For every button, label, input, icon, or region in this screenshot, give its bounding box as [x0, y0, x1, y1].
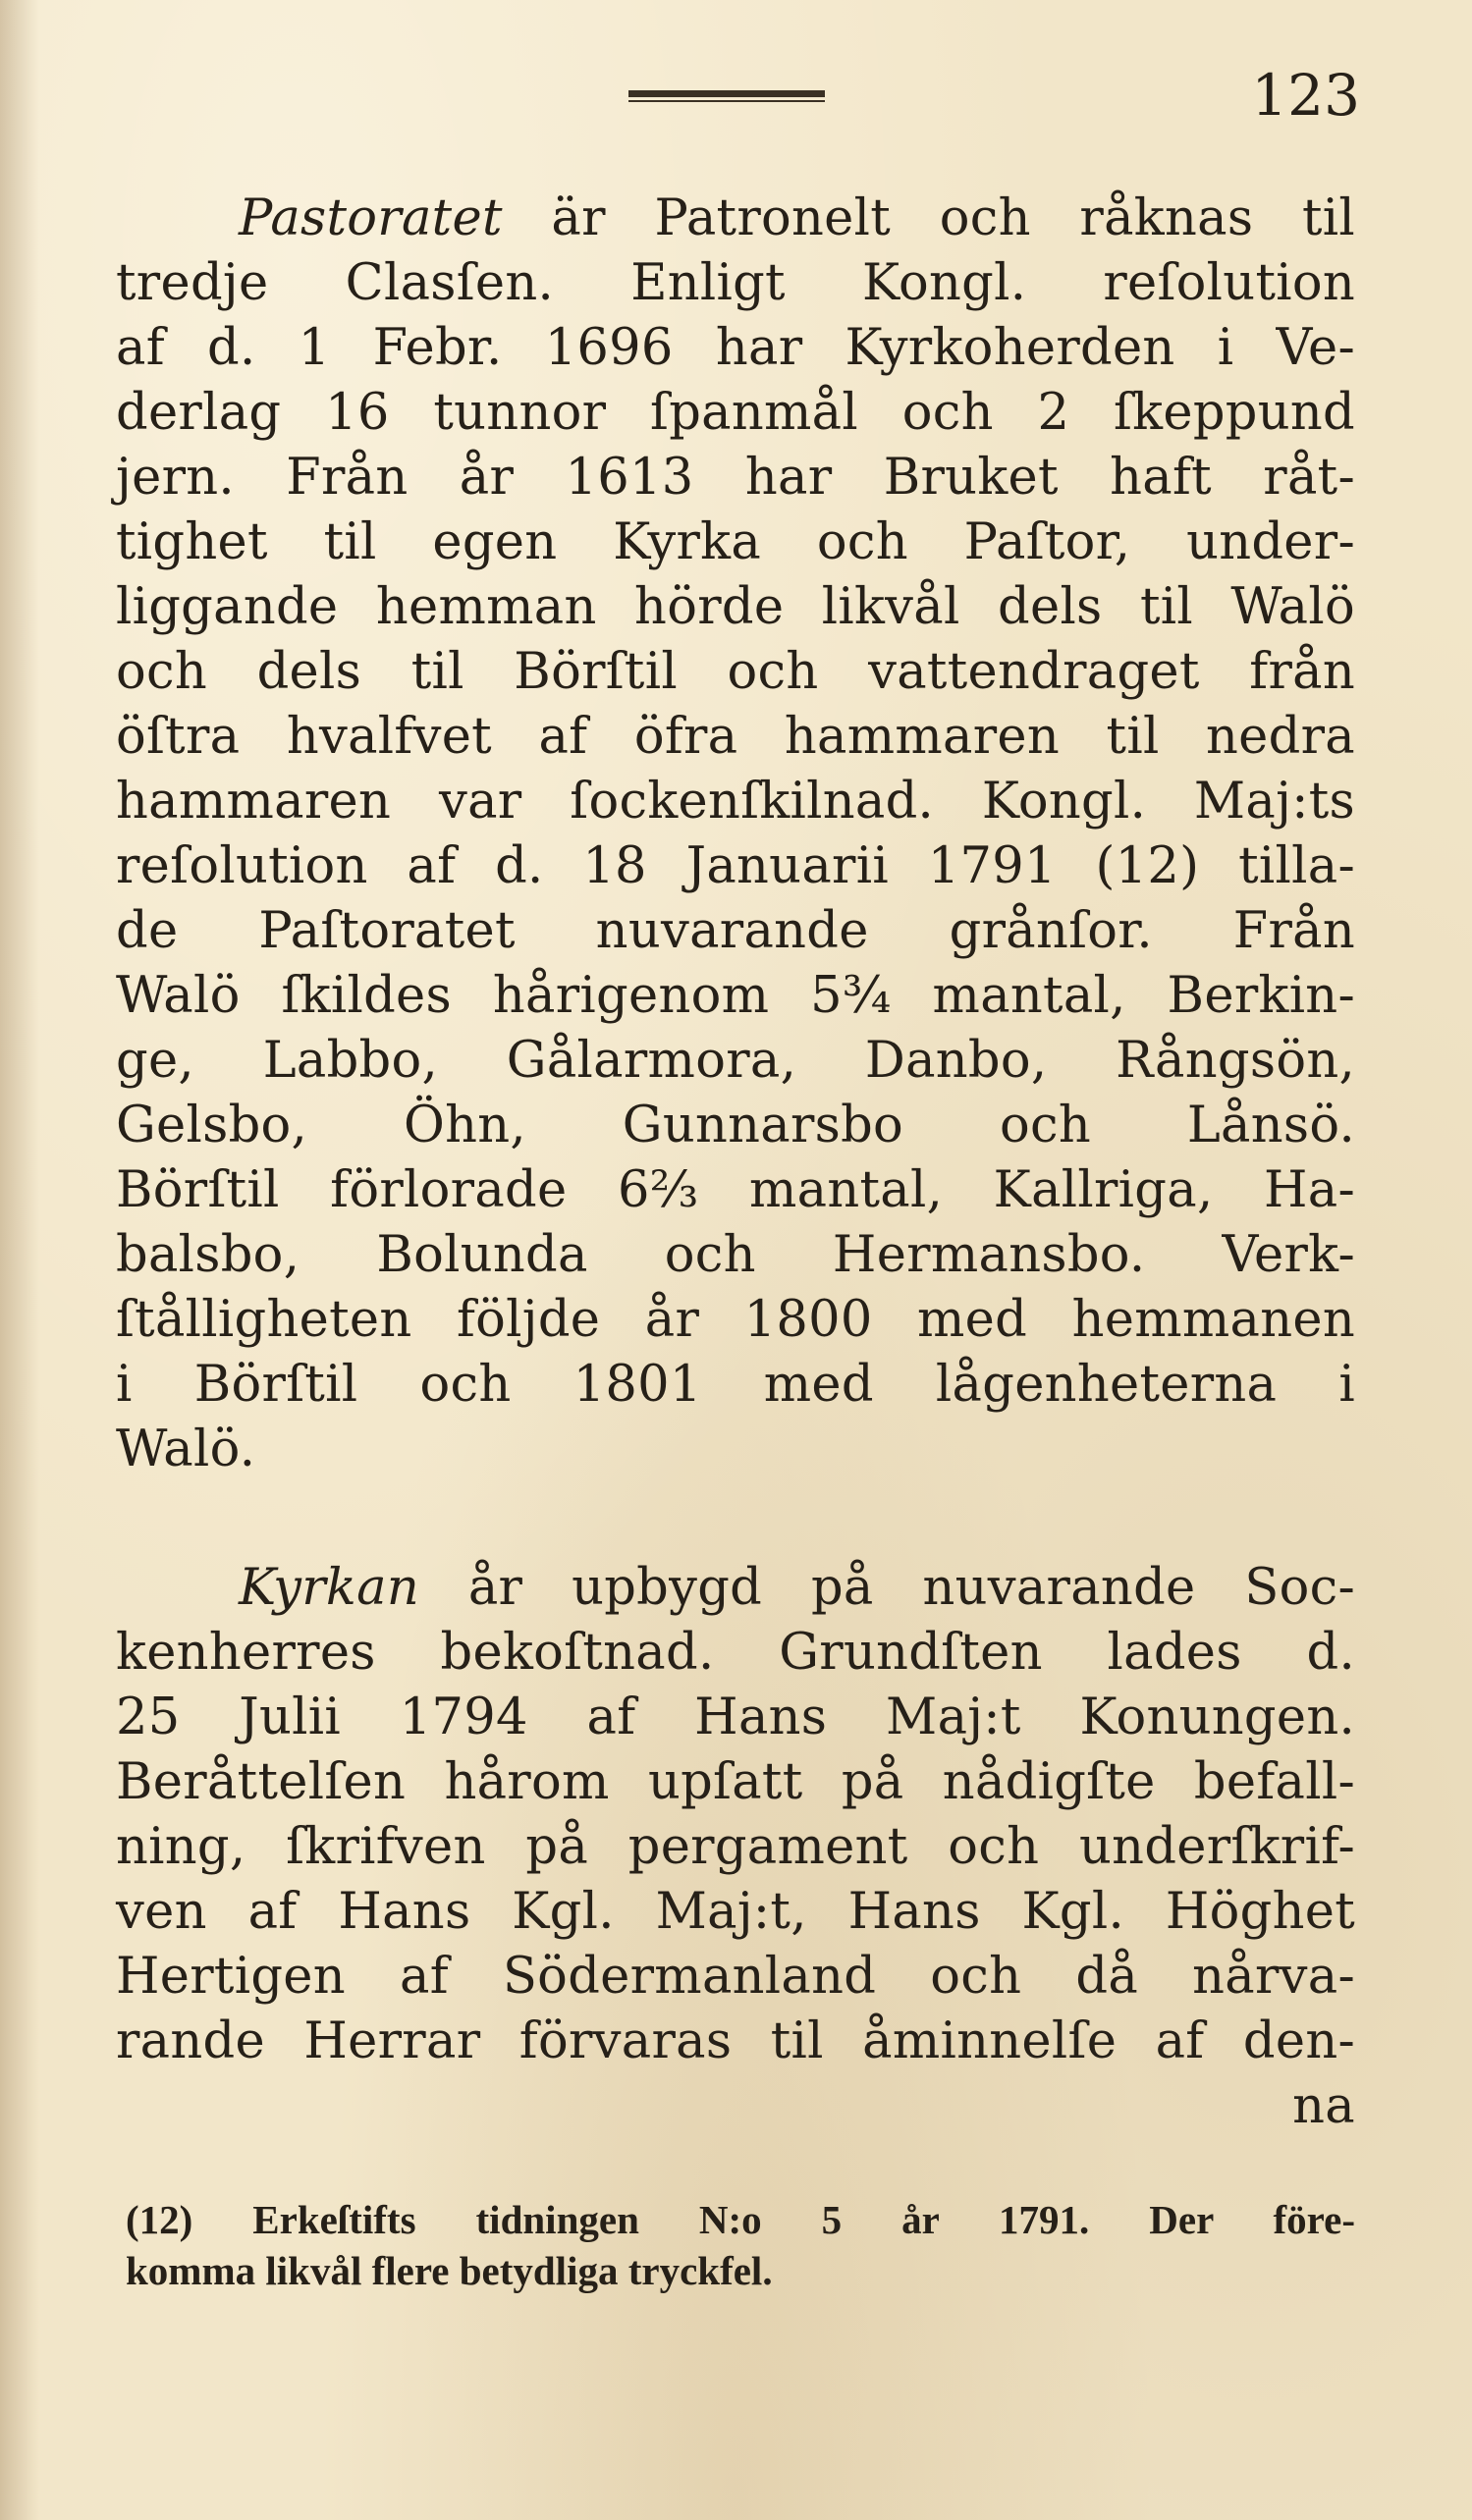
text-line: Walö.	[116, 1421, 256, 1478]
footnote	[126, 2194, 1355, 2296]
header-rule-thin	[628, 100, 825, 102]
text-line: och dels til Börſtil och vattendraget från	[116, 643, 1355, 701]
catchword: na	[1292, 2077, 1355, 2135]
text-line: ſtålligheten följde år 1800 med hemmanen	[116, 1291, 1355, 1349]
text-line: af d. 1 Febr. 1696 har Kyrkoherden i Ve-	[116, 319, 1355, 377]
text-line: kenherres bekoſtnad. Grundſten lades d.	[116, 1624, 1355, 1682]
text-line: jern. Från år 1613 har Bruket haft råt-	[116, 449, 1355, 507]
text-line: Kyrkan år upbygd på nuvarande Soc-	[239, 1559, 1355, 1617]
header-ornament-rule	[628, 90, 825, 104]
text-line: Walö ſkildes hårigenom 5¾ mantal, Berkin-	[116, 967, 1355, 1025]
text-line: reſolution af d. 18 Januarii 1791 (12) tilla-	[116, 837, 1355, 895]
text-line: rande Herrar förvaras til åminnelſe af den-	[116, 2012, 1355, 2070]
text-line: hammaren var ſockenſkilnad. Kongl. Maj:ts	[116, 773, 1355, 831]
paragraph-lead-word: Pastoratet	[239, 189, 503, 247]
text-line: balsbo, Bolunda och Hermansbo. Verk-	[116, 1226, 1355, 1284]
text-line: Pastoratet är Patronelt och råknas til	[239, 189, 1355, 247]
text-line: tredje Clasſen. Enligt Kongl. reſolution	[116, 254, 1355, 312]
paragraph-lead-word: Kyrkan	[239, 1559, 419, 1617]
text-line: de Paſtoratet nuvarande grånſor. Från	[116, 902, 1355, 960]
page-number: 123	[1251, 62, 1360, 129]
paragraph-pastoratet	[116, 187, 1355, 1482]
text-line: Beråttelſen hårom upſatt på nådigſte befall-	[116, 1753, 1355, 1811]
footnote-line: (12) Erkeſtifts tidningen N:o 5 år 1791. Der före-	[126, 2197, 1355, 2242]
text-line: 25 Julii 1794 af Hans Maj:t Konungen.	[116, 1689, 1355, 1746]
text-line: Hertigen af Södermanland och då nårva-	[116, 1948, 1355, 2006]
text-line: ge, Labbo, Gålarmora, Danbo, Rångsön,	[116, 1032, 1355, 1090]
text-line: derlag 16 tunnor ſpanmål och 2 ſkeppund	[116, 384, 1355, 442]
text-line: tighet til egen Kyrka och Paſtor, under-	[116, 513, 1355, 571]
text-line: ven af Hans Kgl. Maj:t, Hans Kgl. Höghet	[116, 1883, 1355, 1941]
text-line: i Börſtil och 1801 med lågenheterna i	[116, 1356, 1355, 1414]
header-rule-thick	[628, 90, 825, 97]
paragraph-kyrkan	[116, 1556, 1355, 2139]
text-line: ning, ſkrifven på pergament och underſkrif-	[116, 1818, 1355, 1876]
text-line: Gelsbo, Öhn, Gunnarsbo och Lånsö.	[116, 1097, 1355, 1154]
text-line: Börſtil förlorade 6⅔ mantal, Kallriga, Ha-	[116, 1161, 1355, 1219]
text-line: liggande hemman hörde likvål dels til Walö	[116, 578, 1355, 636]
binding-shadow	[0, 0, 39, 2520]
footnote-line: komma likvål flere betydliga tryckfel.	[126, 2248, 773, 2293]
text-line: öſtra hvalfvet af öfra hammaren til nedra	[116, 708, 1355, 766]
